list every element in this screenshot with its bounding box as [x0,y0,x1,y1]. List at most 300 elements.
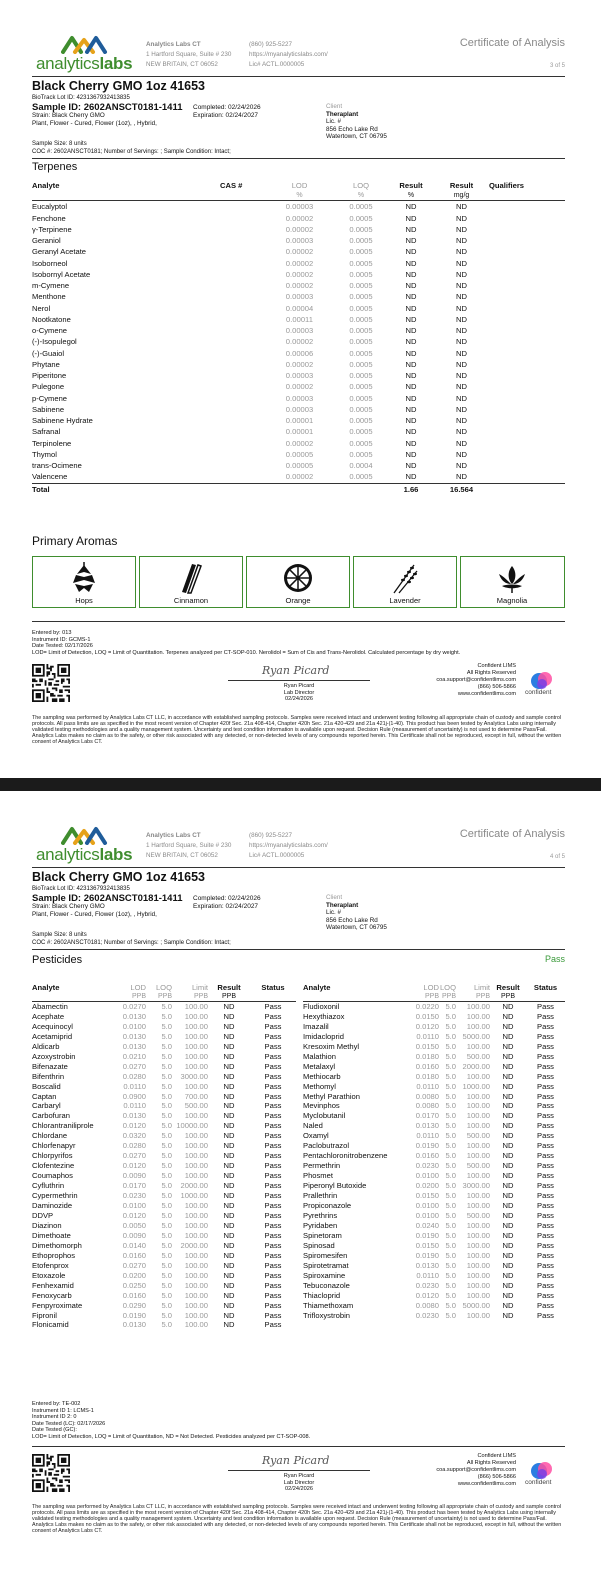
unit-result: % [388,191,434,201]
result-mgg-cell: ND [456,303,467,313]
analyte-cell: γ-Terpinene [32,224,72,234]
table-row [303,1001,565,1011]
loq-cell: 5.0 [161,1151,172,1161]
loq-cell: 5.0 [161,1181,172,1191]
total-cell [489,483,565,495]
cas-cell [220,359,265,370]
loq-cell: 5.0 [445,1021,456,1031]
lod-cell: 0.00003 [285,393,314,403]
result-cell: ND [502,1240,514,1250]
result-percent-cell: ND [405,348,417,358]
confident-logo-text: confident [525,689,552,696]
page-number: 4 of 5 [549,854,565,860]
limit-cell: 100.00 [184,1230,208,1240]
lod-cell: 0.0230 [415,1280,439,1290]
qualifier-cell [489,336,565,347]
section-title-terpenes: Terpenes [32,161,78,173]
result-cell: ND [223,1210,235,1220]
status-cell: Pass [537,1041,554,1051]
col-result: Result [217,983,241,992]
analyte-cell: Methyl Parathion [303,1091,360,1101]
status-cell: Pass [537,1121,554,1131]
result-cell: ND [223,1071,235,1081]
loq-cell: 5.0 [445,1240,456,1250]
strain-info [32,112,157,127]
table-units-row [303,993,565,1002]
lims-email[interactable]: coa.support@confidentlims.com [436,677,516,683]
unit-loq: PPB [439,993,456,1002]
table-row [32,1251,296,1261]
result-mgg-cell: ND [456,461,467,470]
table-row [32,438,565,449]
loq-cell: 0.0005 [349,404,373,414]
status-cell: Pass [264,1091,282,1101]
result-cell: ND [223,1280,235,1290]
result-cell: ND [223,1161,235,1171]
result-percent-cell: ND [405,224,417,234]
result-cell: ND [223,1320,235,1330]
analyte-cell: Etofenprox [32,1260,69,1270]
analyte-cell: Spinosad [303,1240,335,1250]
lod-cell: 0.0130 [122,1011,146,1021]
result-cell: ND [502,1051,514,1061]
lod-cell: 0.0280 [122,1141,146,1151]
analyte-cell: Pyrethrins [303,1210,338,1220]
loq-cell: 5.0 [445,1181,456,1191]
status-cell: Pass [537,1181,554,1191]
analyte-cell: Thiacloprid [303,1290,341,1300]
result-mgg-cell: ND [456,472,467,482]
col-status: Status [261,983,285,992]
table-row [32,336,565,347]
limit-cell: 500.00 [466,1051,490,1061]
limit-cell: 100.00 [184,1061,208,1071]
table-row [32,359,565,370]
limit-cell: 100.00 [466,1091,490,1101]
limit-cell: 1000.00 [180,1191,208,1201]
page-header [0,0,601,76]
cas-cell [220,471,265,483]
qr-code-icon[interactable] [32,1454,70,1492]
loq-cell: 5.0 [161,1310,172,1320]
qualifier-cell [489,415,565,426]
table-row [32,1181,296,1191]
qualifier-cell [489,449,565,460]
result-cell: ND [502,1101,514,1111]
lod-cell: 0.0130 [122,1031,146,1041]
lod-cell: 0.00002 [285,213,314,223]
lod-cell: 0.0150 [415,1011,439,1021]
lod-cell: 0.0130 [122,1111,146,1121]
result-mgg-cell: ND [456,258,467,268]
loq-cell: 5.0 [445,1111,456,1121]
lod-cell: 0.0140 [122,1240,146,1250]
loq-cell: 0.0005 [349,303,373,313]
analyte-cell: Naled [303,1121,323,1131]
result-percent-cell: ND [405,427,417,437]
lab-contact-block [249,831,328,861]
limit-cell: 100.00 [184,1051,208,1061]
analyte-cell: Pulegone [32,382,65,392]
result-cell: ND [223,1290,235,1300]
table-row [32,1131,296,1141]
loq-cell: 5.0 [445,1031,456,1041]
matrix-type: Plant, Flower - Cured, Flower (1oz), , Hybrid, [32,910,157,918]
lod-cell: 0.0120 [122,1121,146,1131]
signatory-title: Lab Director [283,689,315,696]
result-cell: ND [223,1220,235,1230]
client-label: Client [326,894,343,901]
col-status: Status [533,983,558,992]
status-cell: Pass [264,1270,282,1280]
analyte-cell: (-)-Isopulegol [32,337,77,347]
biotrack-lot-id: BioTrack Lot ID: 4231367932413835 [32,886,130,892]
loq-cell: 5.0 [445,1081,456,1091]
lavender-icon [390,562,420,594]
result-cell: ND [502,1220,514,1230]
lod-cell: 0.0110 [416,1131,439,1141]
status-cell: Pass [264,1061,282,1071]
limit-cell: 100.00 [466,1111,490,1121]
lod-cell: 0.00001 [285,427,314,437]
status-cell: Pass [264,1051,282,1061]
lod-cell: 0.00002 [285,382,314,392]
qualifier-cell [489,438,565,449]
loq-cell: 5.0 [161,1220,172,1230]
analyte-cell: o-Cymene [32,326,68,335]
limit-cell: 100.00 [466,1101,490,1111]
status-cell: Pass [264,1101,282,1111]
lod-cell: 0.0080 [415,1101,439,1111]
status-cell: Pass [264,1161,282,1171]
unit-lod: % [265,191,334,201]
table-row [32,1121,296,1131]
signature-block [228,1454,370,1502]
analyte-cell: Piperitone [32,371,67,380]
table-units-row [32,993,296,1002]
table-row [32,1291,296,1301]
loq-cell: 5.0 [445,1141,456,1151]
document-title: Certificate of Analysis [459,828,565,840]
lod-cell: 0.0090 [122,1171,146,1181]
confident-logo-text: confident [525,1479,552,1486]
status-cell: Pass [264,1031,282,1041]
status-cell: Pass [537,1250,554,1260]
result-percent-cell: ND [405,371,417,380]
status-cell: Pass [264,1181,282,1191]
lod-cell: 0.0230 [415,1310,439,1320]
result-cell: ND [223,1011,235,1021]
status-cell: Pass [264,1220,282,1230]
cas-cell [220,201,265,213]
analyte-cell: Acephate [32,1011,65,1021]
sample-id: Sample ID: 2602ANSCT0181-1411 [32,102,183,113]
cas-cell [220,370,265,381]
lab-address-line1: 1 Hartford Square, Suite # 230 [146,51,232,58]
signature-line [228,1470,370,1471]
lod-cell: 0.00002 [285,269,314,279]
strain-name: Strain: Black Cherry GMO [32,112,105,119]
table-row [303,1181,565,1191]
status-cell: Pass [264,1290,282,1300]
result-cell: ND [502,1290,514,1300]
aromas-row [32,556,565,608]
limit-cell: 100.00 [466,1151,490,1161]
unit-result: PPB [490,993,526,1002]
loq-cell: 5.0 [445,1101,456,1111]
loq-cell: 5.0 [161,1011,172,1021]
client-license: Lic. # [326,909,342,916]
result-cell: ND [502,1310,514,1320]
analyte-cell: Geranyl Acetate [32,247,87,257]
loq-cell: 0.0005 [349,449,373,459]
signature-scrawl: Ryan Picard [262,664,330,677]
loq-cell: 5.0 [161,1071,172,1081]
total-cell [334,483,388,495]
lod-cell: 0.0100 [415,1210,439,1220]
notes-divider [32,621,565,622]
cas-cell [220,291,265,302]
table-row [32,314,565,325]
aroma-label: Magnolia [496,596,528,605]
limit-cell: 100.00 [466,1071,490,1081]
limit-cell: 3000.00 [462,1181,490,1191]
limit-cell: 2000.00 [180,1181,208,1191]
result-cell: ND [502,1131,514,1141]
result-percent-cell: ND [405,438,417,448]
status-cell: Pass [264,1071,282,1081]
total-cell [265,483,334,495]
analyte-cell: Menthone [32,292,66,302]
limit-cell: 500.00 [184,1101,208,1111]
loq-cell: 0.0005 [349,348,373,358]
result-cell: ND [223,1171,235,1181]
loq-cell: 5.0 [445,1201,456,1211]
lod-cell: 0.0100 [415,1171,439,1181]
lod-cell: 0.0190 [415,1230,439,1240]
unit-blank [32,993,110,1002]
table-row [32,1001,296,1011]
analyte-cell: Fenchone [32,213,66,223]
status-cell: Pass [264,1171,282,1181]
lod-cell: 0.00002 [285,438,314,448]
sample-details [32,141,231,156]
cas-cell [220,280,265,291]
lod-cell: 0.0110 [416,1081,439,1091]
limit-cell: 100.00 [184,1021,208,1031]
result-percent-cell: ND [405,404,417,414]
loq-cell: 0.0005 [349,416,373,425]
result-percent-cell: ND [405,472,417,482]
status-cell: Pass [264,1141,282,1151]
table-row [303,1171,565,1181]
limit-cell: 500.00 [466,1161,490,1171]
result-cell: ND [502,1081,514,1091]
pesticides-rows-right [303,1001,565,1320]
analyte-cell: Cyfluthrin [32,1181,65,1191]
analyte-cell: p-Cymene [32,393,68,403]
result-mgg-cell: ND [456,371,467,380]
qualifier-cell [489,471,565,483]
lims-phone: (866) 506-5866 [477,684,516,690]
result-percent-cell: ND [405,326,417,335]
signatory-name: Ryan Picard [283,683,315,689]
loq-cell: 5.0 [445,1041,456,1051]
col-result-mgg: Result [449,181,474,190]
table-row [32,1261,296,1271]
result-cell: ND [223,1111,235,1121]
col-analyte: Analyte [303,983,331,992]
lod-cell: 0.0210 [122,1051,146,1061]
table-row [32,460,565,471]
analyte-cell: Nerol [32,303,51,313]
limit-cell: 100.00 [184,1290,208,1300]
table-row [32,370,565,381]
lod-cell: 0.00002 [285,247,314,257]
result-cell: ND [502,1210,514,1220]
client-block [326,103,387,141]
qualifier-cell [489,460,565,471]
loq-cell: 0.0005 [349,371,373,380]
analyte-cell: Tebuconazole [303,1280,350,1290]
lab-website[interactable]: https://myanalyticslabs.com/ [249,51,328,58]
lod-cell: 0.0110 [416,1270,439,1280]
table-row [303,1221,565,1231]
table-row [32,1171,296,1181]
table-row [303,1022,565,1032]
analyte-cell: Isoborneol [32,258,68,268]
limit-cell: 100.00 [184,1081,208,1091]
lod-cell: 0.0130 [122,1320,146,1330]
loq-cell: 5.0 [161,1141,172,1151]
analyte-cell: Dimethoate [32,1230,71,1240]
analyte-cell: Abamectin [32,1001,68,1011]
table-row [303,1201,565,1211]
qualifier-cell [489,258,565,269]
result-cell: ND [223,1300,235,1310]
qr-code-icon[interactable] [32,664,70,702]
cas-cell [220,336,265,347]
cas-cell [220,213,265,224]
qualifier-cell [489,325,565,336]
total-result-mgg: 16.564 [434,483,489,495]
document-title: Certificate of Analysis [459,37,565,49]
table-row [32,348,565,359]
lab-address-line2: NEW BRITAIN, CT 06052 [146,61,218,68]
qualifier-cell [489,359,565,370]
brand-logo [36,34,136,74]
status-cell: Pass [264,1081,282,1091]
lims-phone: (866) 506-5866 [477,1474,516,1480]
status-cell: Pass [264,1280,282,1290]
status-cell: Pass [537,1061,554,1071]
limit-cell: 2000.00 [180,1240,208,1250]
lims-email[interactable]: coa.support@confidentlims.com [436,1467,516,1473]
result-cell: ND [502,1161,514,1171]
magnolia-icon [497,562,527,594]
table-row [32,258,565,269]
lod-cell: 0.0050 [122,1220,146,1230]
lod-cell: 0.00005 [285,449,314,459]
result-mgg-cell: ND [456,326,467,335]
col-limit: Limit [473,983,490,992]
lod-cell: 0.0130 [415,1121,439,1131]
note-instrument-2: Instrument ID 2: 0 [32,1414,77,1421]
note-instrument-1: Instrument ID 1: LCMS-1 [32,1407,94,1414]
analyte-cell: Dimethomorph [32,1240,82,1250]
qualifier-cell [489,314,565,325]
loq-cell: 5.0 [161,1191,172,1201]
loq-cell: 5.0 [161,1101,172,1111]
analyte-cell: Captan [32,1091,57,1101]
result-percent-cell: ND [405,258,417,268]
limit-cell: 100.00 [466,1270,490,1280]
limit-cell: 100.00 [184,1171,208,1181]
status-cell: Pass [264,1191,282,1201]
table-row [32,1092,296,1102]
table-row [32,1101,296,1111]
lod-cell: 0.00006 [285,348,314,358]
table-row [32,201,565,213]
lims-info [418,663,516,698]
table-row [303,1101,565,1111]
limit-cell: 100.00 [184,1161,208,1171]
analyte-cell: Propiconazole [303,1201,352,1211]
test-dates [193,895,261,911]
result-mgg-cell: ND [456,393,467,403]
note-entered-by: Entered by: TE-002 [32,1401,81,1407]
lod-cell: 0.0190 [122,1310,146,1320]
result-mgg-cell: ND [456,236,467,245]
lod-cell: 0.0120 [415,1021,439,1031]
col-analyte: Analyte [32,181,60,190]
analyte-cell: trans-Ocimene [32,461,82,470]
loq-cell: 5.0 [445,1230,456,1240]
table-row [303,1092,565,1102]
result-mgg-cell: ND [456,247,467,257]
result-cell: ND [223,1081,235,1091]
cas-cell [220,303,265,314]
analyte-cell: Imazalil [303,1021,329,1031]
loq-cell: 5.0 [445,1280,456,1290]
loq-cell: 0.0005 [349,236,373,245]
cas-cell [220,258,265,269]
result-cell: ND [223,1141,235,1151]
status-cell: Pass [537,1071,554,1081]
status-cell: Pass [537,1310,554,1320]
unit-blank [220,191,265,201]
analyte-cell: Prallethrin [303,1191,338,1201]
analyte-cell: Paclobutrazol [303,1141,350,1151]
lod-cell: 0.0120 [122,1210,146,1220]
lims-web[interactable]: www.confidentlims.com [457,1481,516,1487]
lod-cell: 0.0250 [122,1280,146,1290]
lims-web[interactable]: www.confidentlims.com [457,691,516,697]
lod-cell: 0.0120 [415,1290,439,1300]
limit-cell: 100.00 [184,1280,208,1290]
unit-loq: % [334,191,388,201]
analyte-cell: Acetamiprid [32,1031,73,1041]
pesticides-table-right [303,983,565,1320]
total-label: Total [32,483,220,495]
note-date-tested: Date Tested: 02/17/2026 [32,643,93,650]
limit-cell: 100.00 [184,1260,208,1270]
cas-cell [220,393,265,404]
lod-cell: 0.00003 [285,236,314,245]
lab-website[interactable]: https://myanalyticslabs.com/ [249,842,328,849]
limit-cell: 100.00 [184,1001,208,1011]
pesticides-rows-left [32,1001,296,1330]
